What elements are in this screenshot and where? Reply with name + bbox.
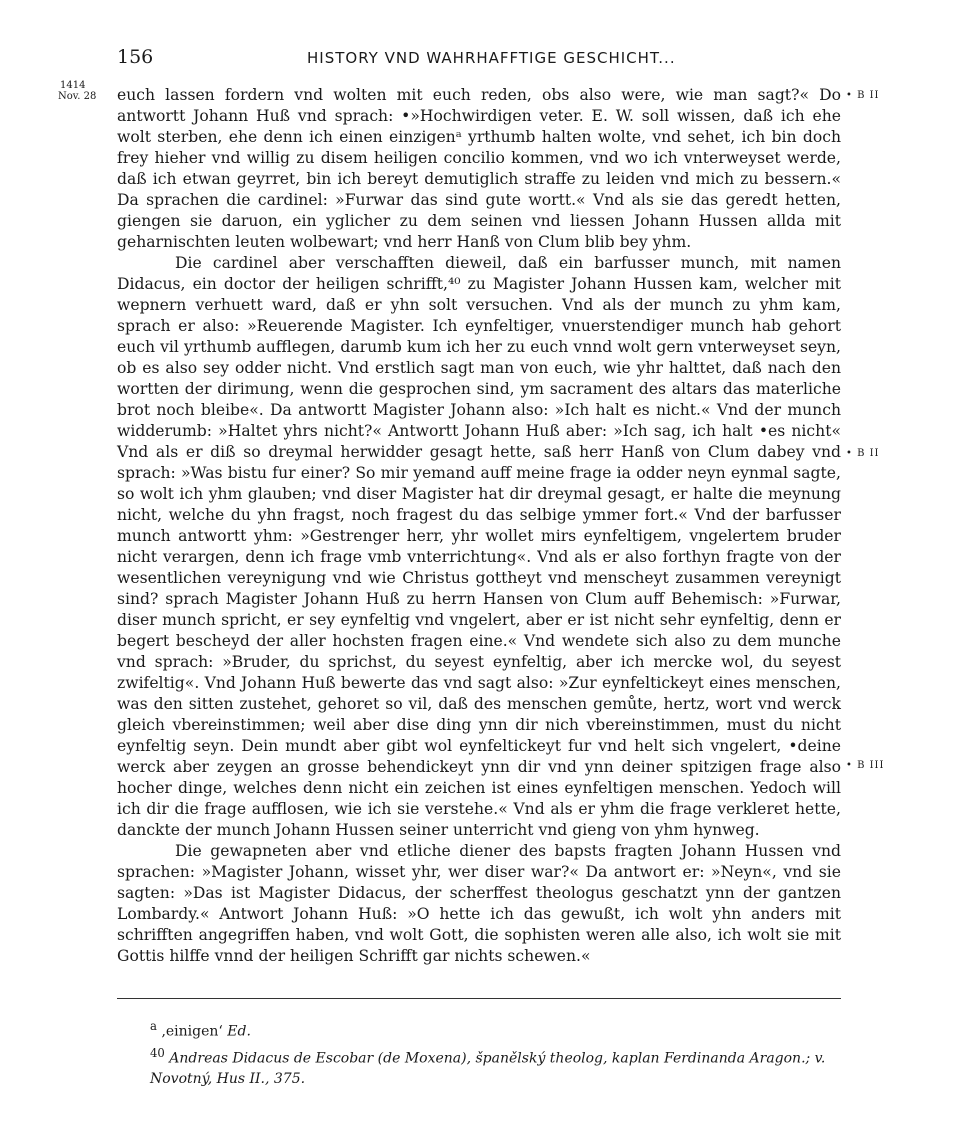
paragraph: euch lassen fordern vnd wolten mit euch reden, obs also were, wie man sagt?« Do antwortt Johann Huß vnd sprach: •»Hochwirdigen veter. E. W. soll wissen, daß ich ehe wolt sterben, ehe denn ich einen einzigenᵃ yrthumb halten wolte, vnd sehet, ich bin doch frey hieher vnd willig zu disem heiligen concilio kommen, vnd wo ich vnterweyset werde, daß ich etwan geyrret, bin ich bereyt demutiglich straffe zu leiden vnd mich zu bessern.« Da sprachen die cardinel: »Furwar das sind gute wortt.« Vnd als sie das geredt hetten, giengen sie daruon, ein yglicher zu dem seinen vnd liessen Johann Hussen allda mit geharnischten leuten wolbewart; vnd herr Hanß von Clum blib bey yhm.	[117, 86, 841, 251]
footnote-mark: a	[150, 1019, 157, 1033]
footnote-rule	[117, 998, 841, 999]
margin-date	[58, 80, 96, 102]
footnote-mark: 40	[150, 1045, 165, 1060]
body-text	[117, 85, 841, 967]
margin-year: 1414	[60, 80, 86, 91]
footnotes	[150, 1016, 840, 1090]
paragraph: Die gewapneten aber vnd etliche diener des bapsts fragten Johann Hussen vnd sprachen: »Magister Johann, wisset yhr, wer diser war?« Da antwort er: »Neyn«, vnd sie sagten: »Das ist Magister Didacus, der scherffest theologus geschatzt ynn der gantzen Lombardy.« Antwort Johann Huß: »O hette ich das gewußt, ich wolt yhn anders mit schrifften angegriffen haben, vnd wolt Gott, die sophisten weren alle also, ich wolt sie mit Gottis hilffe vnnd der heiligen Schrifft gar nichts schewen.«	[117, 842, 841, 965]
page-number: 156	[117, 46, 154, 68]
margin-mark: • B III	[846, 760, 885, 771]
footnote-text: ‚einigen‘	[161, 1023, 228, 1040]
paragraph: Die cardinel aber verschafften dieweil, daß ein barfusser munch, mit namen Didacus, ein doctor der heiligen schrifft,⁴⁰ zu Magister Johann Hussen kam, welcher mit wepnern verhuett ward, daß er yhn solt versuchen. Vnd als der munch zu yhm kam, sprach er also: »Reuerende Magister. Ich eynfeltiger, vnuerstendiger munch hab gehort euch vil yrthumb aufflegen, darumb kum ich her zu euch vnnd wolt gern vnterweyset seyn, ob es also sey odder nicht. Vnd erstlich sagt man von euch, wie yhr halttet, daß nach den wortten der dirimung, wenn die gesprochen sind, ym sacrament des altars das materliche brot noch bleibe«. Da antwortt Magister Johann also: »Ich halt es nicht.« Vnd der munch widderumb: »Haltet yhrs nicht?« Antwortt Johann Huß aber: »Ich sag, ich halt •es nicht« Vnd als er diß so dreymal herwidder gesagt hette, saß herr Hanß von Clum dabey vnd sprach: »Was bistu fur einer? So mir yemand auff meine frage ia odder neyn eynmal sagte, so wolt ich yhm glauben; vnd diser Magister hat dir dreymal gesagt, er halte die meynung nicht, welche du yhn fragst, noch fragest du das selbige ymmer fort.« Vnd der barfusser munch antwortt yhm: »Gestrenger herr, yhr wollet mirs eynfeltigem, vngelertem bruder nicht verargen, denn ich frage vmb vnterrichtung«. Vnd als er also forthyn fragte von der wesentlichen vereynigung vnd wie Christus gottheyt vnd menscheyt zusammen vereynigt sind? sprach Magister Johann Huß zu herrn Hansen von Clum auff Behemisch: »Furwar, diser munch spricht, er sey eynfeltig vnd vngelert, aber er ist nicht sehr eynfeltig, denn er begert bescheyd der aller hochsten fragen eine.« Vnd wendete sich also zu dem munche vnd sprach: »Bruder, du sprichst, du seyest eynfeltig, aber ich mercke wol, du seyest zwifeltig«. Vnd Johann Huß bewerte das vnd sagt also: »Zur eynfeltickeyt eines menschen, was den sitten zustehet, gehoret so vil, daß des menschen gemůte, hertz, wort vnd werck gleich vbereinstimmen; weil aber dise ding ynn dir nich vbereinstimmen, must du nicht eynfeltig seyn. Dein mundt aber gibt wol eynfeltickeyt fur vnd helt sich vngelert, •deine werck aber zeygen an grosse behendickeyt ynn dir vnd ynn deiner spitzigen frage also hocher dinge, welches denn nicht ein zeichen ist eines eynfeltigen menschen. Yedoch will ich dir die frage aufflosen, wie ich sie verstehe.« Vnd als er yhm die frage verkleret hette, danckte der munch Johann Hussen seiner unterricht vnd gieng von yhm hynweg.	[117, 254, 841, 839]
margin-mark: • B II	[846, 90, 880, 101]
margin-day: Nov. 28	[58, 91, 97, 102]
margin-mark: • B II	[846, 448, 880, 459]
footnote-text: Andreas Didacus de Escobar (de Moxena), španělský theolog, kaplan Ferdinanda Aragon.; v. Novotný, Hus II., 375.	[150, 1050, 826, 1088]
running-title: HISTORY VND WAHRHAFFTIGE GESCHICHT...	[307, 49, 676, 67]
footnote	[150, 1016, 840, 1043]
footnote-italic: Ed.	[227, 1023, 251, 1040]
page-header	[117, 46, 841, 72]
footnote	[150, 1043, 840, 1091]
